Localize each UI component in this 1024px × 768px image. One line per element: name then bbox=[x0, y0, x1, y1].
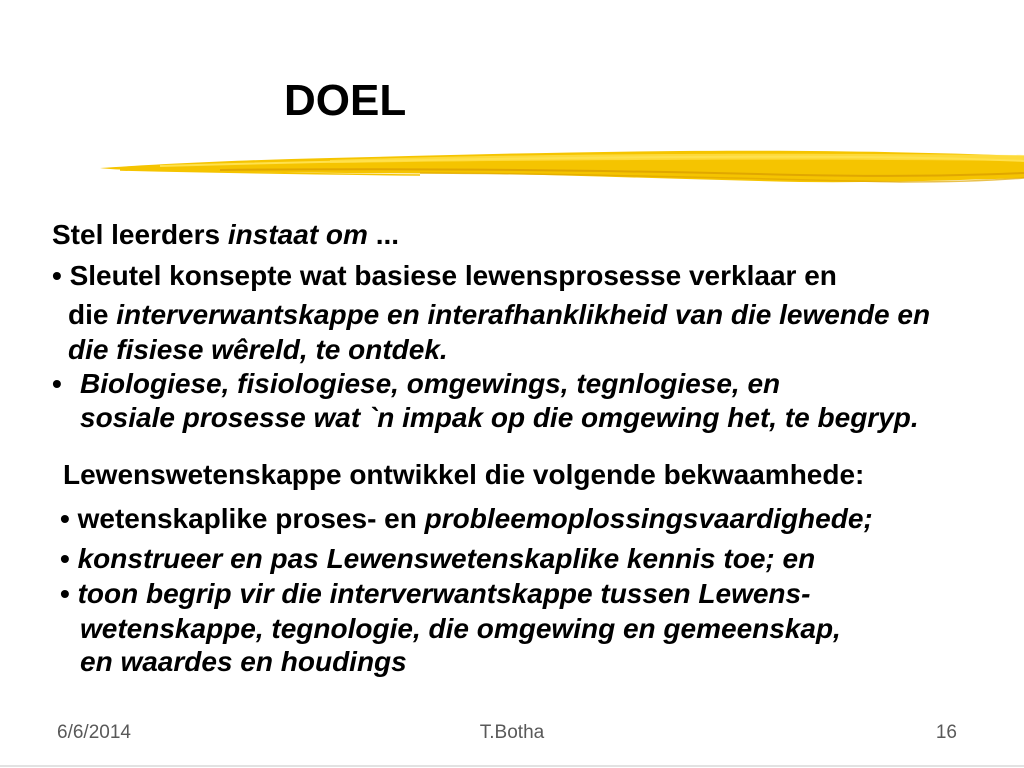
aim-1-line-1 bbox=[52, 259, 837, 293]
aim-2-italic-text: Biologiese, fisiologiese, omgewings, tegnlogiese, en bbox=[80, 368, 781, 399]
aim-2-line-1 bbox=[52, 367, 780, 401]
aim-2-line-2 bbox=[80, 401, 919, 435]
competency-1-plain-text: wetenskaplike proses- en bbox=[77, 503, 417, 534]
bullet: • bbox=[52, 260, 62, 291]
bottom-border bbox=[0, 765, 1024, 767]
competency-1-italic-text: probleemoplossingsvaardighede; bbox=[424, 503, 873, 534]
slide-title: DOEL bbox=[284, 76, 407, 125]
competency-3-line-3 bbox=[80, 645, 407, 679]
competencies-heading bbox=[63, 458, 864, 492]
aim-1-line-2 bbox=[68, 298, 930, 332]
competency-2-italic-text: konstrueer en pas Lewenswetenskaplike kennis toe; en bbox=[77, 543, 816, 574]
aim-1-plain-prefix: die bbox=[68, 299, 109, 330]
intro-plain-text: Stel leerders bbox=[52, 219, 221, 250]
aim-1-text: Sleutel konsepte wat basiese lewensprosesse verklaar en bbox=[69, 260, 837, 291]
aim-1-italic-continuation: die fisiese wêreld, te ontdek. bbox=[68, 334, 448, 365]
aim-2-italic-continuation: sosiale prosesse wat `n impak op die omgewing het, te begryp. bbox=[80, 402, 919, 433]
aim-1-italic-text: interverwantskappe en interafhanklikheid van die lewende en bbox=[116, 299, 931, 330]
footer-author: T.Botha bbox=[479, 722, 545, 743]
intro-italic-text: instaat om bbox=[227, 219, 368, 250]
footer-date: 6/6/2014 bbox=[57, 722, 131, 743]
aim-1-line-3 bbox=[68, 333, 448, 367]
intro-line bbox=[52, 218, 399, 252]
competency-3-italic-continuation: en waardes en houdings bbox=[80, 646, 407, 677]
competency-3-line-1 bbox=[60, 577, 810, 611]
competencies-heading-text: Lewenswetenskappe ontwikkel die volgende bekwaamhede: bbox=[63, 459, 865, 490]
competency-3-italic-text: toon begrip vir die interverwantskappe tussen Lewens- bbox=[77, 578, 811, 609]
competency-1 bbox=[60, 502, 873, 536]
bullet: • bbox=[52, 368, 62, 399]
competency-3-line-2 bbox=[80, 612, 841, 646]
bullet: • bbox=[60, 543, 70, 574]
bullet: • bbox=[60, 503, 70, 534]
yellow-brush-stroke bbox=[0, 140, 1024, 190]
bullet: • bbox=[60, 578, 70, 609]
footer-page-number: 16 bbox=[935, 722, 957, 743]
competency-2 bbox=[60, 542, 815, 576]
intro-ellipsis: ... bbox=[375, 219, 400, 250]
competency-3-italic-continuation: wetenskappe, tegnologie, die omgewing en gemeenskap, bbox=[80, 613, 841, 644]
